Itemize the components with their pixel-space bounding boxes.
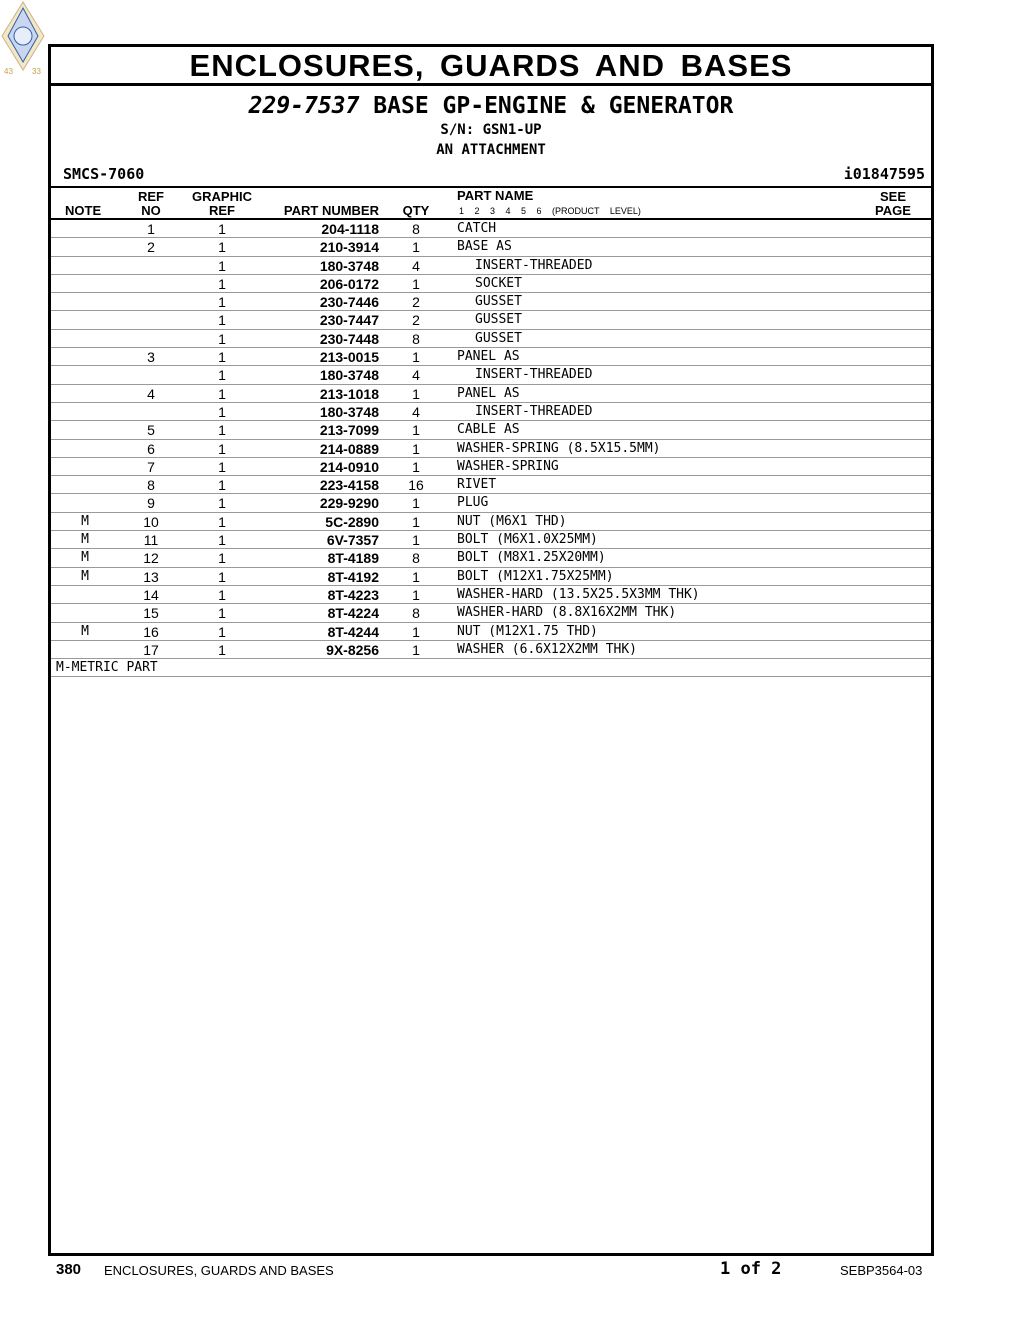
col-qty: QTY	[402, 203, 430, 218]
qty-cell: 1	[412, 641, 420, 658]
table-row	[51, 586, 931, 604]
part-name-cell: NUT (M6X1 THD)	[457, 513, 567, 529]
table-row	[51, 385, 931, 403]
qty-cell: 8	[412, 550, 420, 567]
part-name-cell: PANEL AS	[457, 385, 520, 401]
table-row	[51, 476, 931, 494]
part-number-cell: 213-1018	[319, 385, 379, 402]
part-name-cell: PANEL AS	[457, 349, 520, 365]
table-row	[51, 311, 931, 329]
part-number-cell: 8T-4189	[327, 550, 379, 567]
part-name-cell: INSERT-THREADED	[475, 257, 593, 273]
svg-text:33: 33	[32, 67, 41, 76]
table-row	[51, 220, 931, 238]
parts-table-body	[51, 220, 931, 659]
qty-cell: 1	[412, 440, 420, 457]
sheet-indicator: 1 of 2	[720, 1259, 782, 1279]
part-name-cell: WASHER-SPRING (8.5X15.5MM)	[457, 440, 661, 456]
qty-cell: 1	[412, 385, 420, 402]
part-name-cell: GUSSET	[475, 294, 522, 310]
qty-cell: 2	[412, 312, 420, 329]
col-graphic-bottom: REF	[209, 203, 235, 218]
graphic-ref-cell: 1	[218, 440, 226, 457]
graphic-ref-cell: 1	[218, 513, 226, 530]
ref-no-cell: 13	[143, 568, 159, 585]
table-row	[51, 257, 931, 275]
group-heading	[51, 92, 931, 120]
table-row	[51, 330, 931, 348]
part-name-cell: BASE AS	[457, 239, 512, 255]
part-number-cell: 5C-2890	[325, 513, 379, 530]
ref-no-cell: 16	[143, 623, 159, 640]
part-number-cell: 180-3748	[319, 257, 379, 274]
graphic-ref-cell: 1	[218, 330, 226, 347]
qty-cell: 1	[412, 532, 420, 549]
part-number-cell: 230-7447	[319, 312, 379, 329]
attachment-label: AN ATTACHMENT	[436, 142, 546, 158]
page-footer	[0, 1258, 1020, 1288]
table-row	[51, 440, 931, 458]
qty-cell: 1	[412, 422, 420, 439]
col-ref-top: REF	[138, 189, 164, 204]
ref-no-cell: 11	[143, 532, 159, 549]
part-name-cell: INSERT-THREADED	[475, 403, 593, 419]
graphic-ref-cell: 1	[218, 641, 226, 658]
part-name-cell: BOLT (M8X1.25X20MM)	[457, 550, 606, 566]
part-number-cell: 230-7446	[319, 294, 379, 311]
ref-no-cell: 4	[147, 385, 155, 402]
table-row	[51, 623, 931, 641]
part-number-cell: 204-1118	[321, 221, 379, 237]
note-cell: M	[81, 532, 89, 548]
part-name-cell: WASHER (6.6X12X2MM THK)	[457, 641, 638, 657]
qty-cell: 16	[408, 477, 424, 494]
part-number-cell: 8T-4244	[327, 623, 379, 640]
graphic-ref-cell: 1	[218, 312, 226, 329]
page-title: ENCLOSURES, GUARDS AND BASES	[51, 47, 931, 86]
col-see-bottom: PAGE	[875, 203, 911, 218]
qty-cell: 1	[412, 568, 420, 585]
part-name-cell: GUSSET	[475, 312, 522, 328]
qty-cell: 4	[412, 367, 420, 384]
part-name-cell: BOLT (M12X1.75X25MM)	[457, 568, 614, 584]
illustration-id: i01847595	[843, 165, 925, 183]
col-see-top: SEE	[879, 189, 906, 204]
part-name-cell: WASHER-HARD (8.8X16X2MM THK)	[457, 605, 677, 621]
ref-no-cell: 6	[147, 440, 155, 457]
part-number-cell: 223-4158	[319, 477, 379, 494]
ref-no-cell: 9	[147, 495, 155, 512]
note-cell: M	[81, 513, 89, 529]
smcs-code: SMCS-7060	[63, 165, 145, 183]
graphic-ref-cell: 1	[218, 349, 226, 366]
part-number-cell: 8T-4192	[327, 568, 379, 585]
graphic-ref-cell: 1	[218, 422, 226, 439]
graphic-ref-cell: 1	[218, 605, 226, 622]
graphic-ref-cell: 1	[218, 568, 226, 585]
part-number-cell: 213-0015	[319, 349, 379, 366]
graphic-ref-cell: 1	[218, 221, 226, 237]
part-number-cell: 229-9290	[319, 495, 379, 512]
qty-cell: 1	[412, 275, 420, 292]
ref-no-cell: 14	[143, 586, 159, 603]
part-number-cell: 210-3914	[319, 239, 379, 256]
part-name-cell: NUT (M12X1.75 THD)	[457, 623, 598, 639]
serial-number: S/N: GSN1-UP	[440, 122, 542, 138]
publisher-logo	[0, 0, 46, 80]
qty-cell: 1	[412, 513, 420, 530]
table-row	[51, 531, 931, 549]
graphic-ref-cell: 1	[218, 403, 226, 420]
col-ref-bottom: NO	[141, 203, 161, 218]
part-name-cell: WASHER-HARD (13.5X25.5X3MM THK)	[457, 586, 700, 602]
col-part-name: PART NAME	[457, 188, 534, 203]
ref-no-cell: 17	[143, 641, 159, 658]
note-cell: M	[81, 623, 89, 639]
ref-no-cell: 8	[147, 477, 155, 494]
part-number-cell: 8T-4224	[327, 605, 379, 622]
ref-no-cell: 15	[143, 605, 159, 622]
ref-no-cell: 3	[147, 349, 155, 366]
graphic-ref-cell: 1	[218, 623, 226, 640]
table-row	[51, 494, 931, 512]
code-row	[51, 164, 931, 188]
table-row	[51, 513, 931, 531]
footer-section-title: ENCLOSURES, GUARDS AND BASES	[104, 1263, 334, 1278]
table-row	[51, 403, 931, 421]
table-row	[51, 293, 931, 311]
part-number-cell: 230-7448	[319, 330, 379, 347]
qty-cell: 4	[412, 403, 420, 420]
ref-no-cell: 7	[147, 458, 155, 475]
qty-cell: 1	[412, 239, 420, 256]
table-row	[51, 641, 931, 659]
graphic-ref-cell: 1	[218, 586, 226, 603]
qty-cell: 1	[412, 495, 420, 512]
table-row	[51, 568, 931, 586]
graphic-ref-cell: 1	[218, 367, 226, 384]
part-number-cell: 9X-8256	[326, 641, 379, 658]
part-number-cell: 206-0172	[319, 275, 379, 292]
table-row	[51, 275, 931, 293]
part-name-cell: CABLE AS	[457, 422, 520, 438]
ref-no-cell: 1	[147, 221, 155, 237]
qty-cell: 8	[412, 605, 420, 622]
graphic-ref-cell: 1	[218, 477, 226, 494]
graphic-ref-cell: 1	[218, 257, 226, 274]
part-number-cell: 8T-4223	[327, 586, 379, 603]
part-name-cell: PLUG	[457, 495, 489, 511]
qty-cell: 8	[412, 330, 420, 347]
ref-no-cell: 12	[143, 550, 159, 567]
svg-text:43: 43	[4, 67, 13, 76]
footnote	[51, 659, 931, 677]
ref-no-cell: 10	[143, 513, 159, 530]
qty-cell: 1	[412, 586, 420, 603]
part-name-cell: BOLT (M6X1.0X25MM)	[457, 532, 598, 548]
page-number: 380	[56, 1261, 82, 1278]
qty-cell: 2	[412, 294, 420, 311]
document-number: SEBP3564-03	[840, 1263, 923, 1278]
table-row	[51, 549, 931, 567]
part-number-cell: 180-3748	[319, 367, 379, 384]
qty-cell: 1	[412, 458, 420, 475]
part-name-cell: INSERT-THREADED	[475, 367, 593, 383]
graphic-ref-cell: 1	[218, 458, 226, 475]
qty-cell: 8	[412, 221, 420, 237]
graphic-ref-cell: 1	[218, 275, 226, 292]
table-row	[51, 421, 931, 439]
table-row	[51, 366, 931, 384]
ref-no-cell: 5	[147, 422, 155, 439]
table-row	[51, 348, 931, 366]
graphic-ref-cell: 1	[218, 294, 226, 311]
group-part-number: 229-7537	[248, 93, 360, 119]
table-row	[51, 604, 931, 622]
col-part-number: PART NUMBER	[283, 203, 379, 218]
parts-page-frame	[48, 44, 934, 1256]
note-cell: M	[81, 568, 89, 584]
qty-cell: 1	[412, 349, 420, 366]
col-graphic-top: GRAPHIC	[192, 189, 252, 204]
graphic-ref-cell: 1	[218, 532, 226, 549]
part-name-cell: WASHER-SPRING	[457, 458, 559, 474]
qty-cell: 4	[412, 257, 420, 274]
metric-footnote: M-METRIC PART	[56, 660, 158, 676]
part-name-cell: RIVET	[457, 477, 497, 493]
graphic-ref-cell: 1	[218, 550, 226, 567]
graphic-ref-cell: 1	[218, 495, 226, 512]
table-header	[51, 188, 931, 220]
col-product-levels: 1 2 3 4 5 6 (PRODUCT LEVEL)	[459, 206, 641, 216]
part-number-cell: 214-0910	[319, 458, 379, 475]
table-row	[51, 238, 931, 256]
part-number-cell: 6V-7357	[326, 532, 379, 549]
group-name: BASE GP-ENGINE & GENERATOR	[373, 93, 734, 119]
graphic-ref-cell: 1	[218, 385, 226, 402]
ref-no-cell: 2	[147, 239, 155, 256]
part-name-cell: GUSSET	[475, 330, 522, 346]
qty-cell: 1	[412, 623, 420, 640]
table-row	[51, 458, 931, 476]
note-cell: M	[81, 550, 89, 566]
col-note: NOTE	[65, 203, 102, 218]
graphic-ref-cell: 1	[218, 239, 226, 256]
part-number-cell: 214-0889	[319, 440, 379, 457]
part-name-cell: CATCH	[457, 221, 497, 236]
part-name-cell: SOCKET	[475, 275, 522, 291]
part-number-cell: 213-7099	[319, 422, 379, 439]
part-number-cell: 180-3748	[319, 403, 379, 420]
